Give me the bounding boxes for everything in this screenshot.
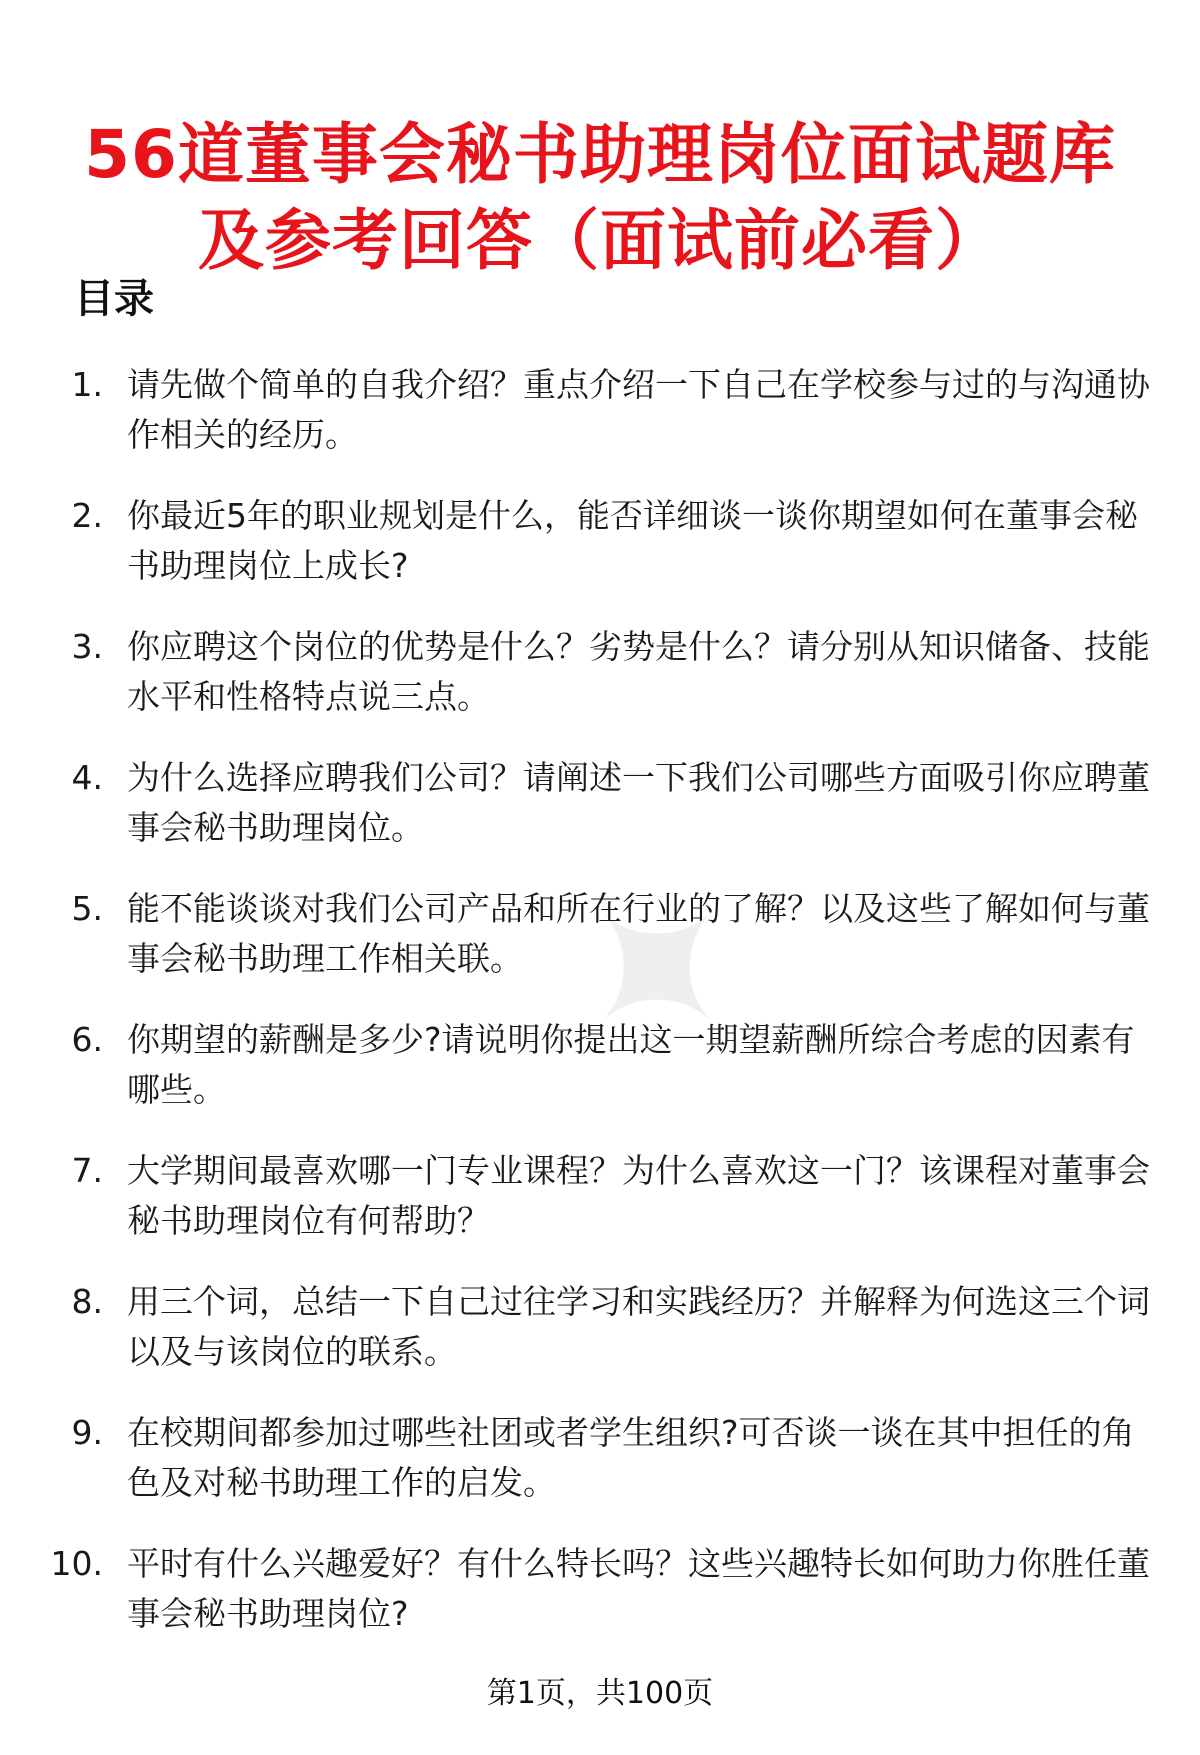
toc-item-text: 为什么选择应聘我们公司？请阐述一下我们公司哪些方面吸引你应聘董事会秘书助理岗位。: [127, 758, 1150, 847]
page-title: [0, 112, 1200, 284]
toc-item-number: 2.: [71, 496, 103, 535]
toc-item-5: [0, 884, 1200, 1015]
toc-item-3: [0, 622, 1200, 753]
toc-item-text: 请先做个简单的自我介绍？重点介绍一下自己在学校参与过的与沟通协作相关的经历。: [127, 365, 1150, 454]
toc-item-number: 5.: [71, 889, 103, 928]
toc-list: [0, 360, 1200, 1670]
toc-item-4: [0, 753, 1200, 884]
toc-item-text: 能不能谈谈对我们公司产品和所在行业的了解？以及这些了解如何与董事会秘书助理工作相关联。: [127, 889, 1150, 978]
page-title-line-1: 56道董事会秘书助理岗位面试题库: [84, 116, 1116, 194]
toc-item-text: 你期望的薪酬是多少?请说明你提出这一期望薪酬所综合考虑的因素有哪些。: [127, 1020, 1135, 1109]
toc-item-number: 9.: [71, 1413, 103, 1452]
toc-item-number: 3.: [71, 627, 103, 666]
toc-item-number: 7.: [71, 1151, 103, 1190]
page-title-line-2: 及参考回答（面试前必看）: [198, 202, 1002, 280]
toc-item-text: 你应聘这个岗位的优势是什么？劣势是什么？请分别从知识储备、技能水平和性格特点说三点。: [127, 627, 1150, 716]
toc-item-6: [0, 1015, 1200, 1146]
toc-item-2: [0, 491, 1200, 622]
toc-item-number: 8.: [71, 1282, 103, 1321]
toc-item-number: 1.: [71, 365, 103, 404]
toc-item-1: [0, 360, 1200, 491]
toc-item-number: 6.: [71, 1020, 103, 1059]
toc-item-text: 平时有什么兴趣爱好？有什么特长吗？这些兴趣特长如何助力你胜任董事会秘书助理岗位?: [127, 1544, 1150, 1633]
toc-item-text: 在校期间都参加过哪些社团或者学生组织?可否谈一谈在其中担任的角色及对秘书助理工作的启发。: [127, 1413, 1135, 1502]
toc-item-7: [0, 1146, 1200, 1277]
toc-item-number: 10.: [50, 1544, 103, 1583]
toc-item-number: 4.: [71, 758, 103, 797]
toc-item-9: [0, 1408, 1200, 1539]
watermark: ✦: [510, 820, 809, 1119]
toc-item-8: [0, 1277, 1200, 1408]
page-number-footer: 第1页，共100页: [486, 1676, 714, 1711]
toc-item-text: 大学期间最喜欢哪一门专业课程？为什么喜欢这一门？该课程对董事会秘书助理岗位有何帮助？: [127, 1151, 1150, 1240]
toc-item-text: 用三个词，总结一下自己过往学习和实践经历？并解释为何选这三个词以及与该岗位的联系。: [127, 1282, 1150, 1371]
toc-heading: 目录: [74, 276, 154, 322]
toc-item-10: [0, 1539, 1200, 1670]
toc-item-text: 你最近5年的职业规划是什么，能否详细谈一谈你期望如何在董事会秘书助理岗位上成长?: [127, 496, 1138, 585]
